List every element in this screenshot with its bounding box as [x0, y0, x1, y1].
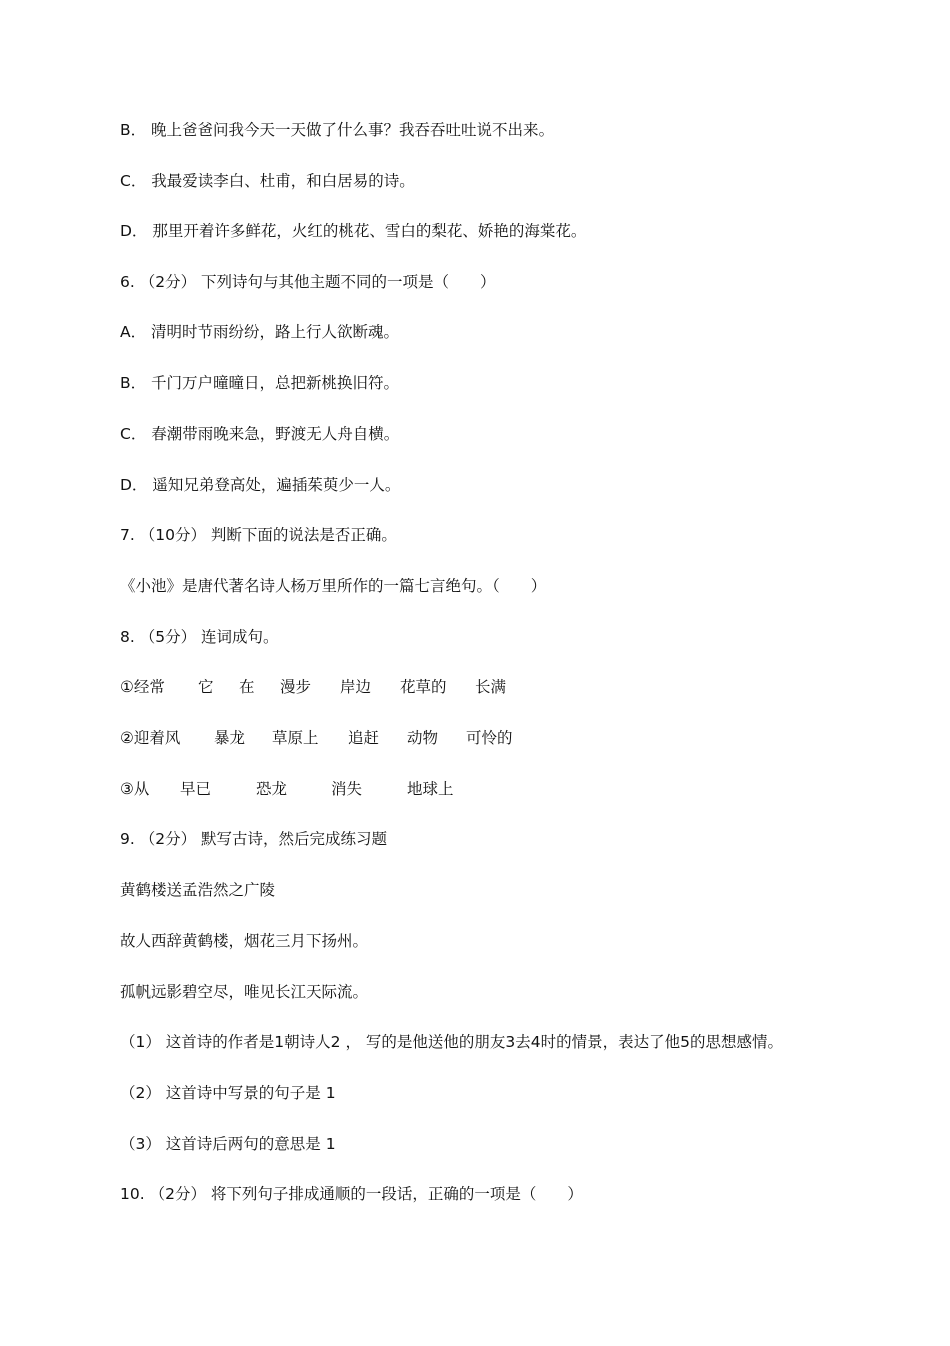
- word: ③从: [120, 780, 150, 798]
- word: 它: [198, 678, 214, 696]
- word: 动物: [407, 729, 439, 747]
- q9-stem: 9. （2分） 默写古诗，然后完成练习题: [120, 830, 388, 848]
- poem-line-2: 孤帆远影碧空尽，唯见长江天际流。: [120, 983, 369, 1001]
- q10-stem: 10. （2分） 将下列句子排成通顺的一段话，正确的一项是（ ）: [120, 1185, 583, 1203]
- word: 长满: [475, 678, 507, 696]
- poem-title: 黄鹤楼送孟浩然之广陵: [120, 881, 276, 899]
- word: ②迎着风: [120, 729, 181, 747]
- q7-stem: 7. （10分） 判断下面的说法是否正确。: [120, 526, 397, 544]
- q9-sub-1: （1） 这首诗的作者是1朝诗人2 ， 写的是他送他的朋友3去4时的情景，表达了他5的思想感情。: [120, 1033, 783, 1051]
- q9-sub-3: （3） 这首诗后两句的意思是 1: [120, 1135, 336, 1153]
- word: 地球上: [407, 780, 454, 798]
- word: 花草的: [400, 678, 447, 696]
- q6-stem: 6. （2分） 下列诗句与其他主题不同的一项是（ ）: [120, 273, 496, 291]
- word: 岸边: [340, 678, 372, 696]
- q5-option-b: B． 晚上爸爸问我今天一天做了什么事？我吞吞吐吐说不出来。: [120, 121, 555, 139]
- q8-stem: 8. （5分） 连词成句。: [120, 628, 279, 646]
- word: 消失: [331, 780, 363, 798]
- q6-option-c: C． 春潮带雨晚来急，野渡无人舟自横。: [120, 425, 400, 443]
- word: 暴龙: [214, 729, 246, 747]
- word: 可怜的: [466, 729, 513, 747]
- poem-line-1: 故人西辞黄鹤楼，烟花三月下扬州。: [120, 932, 369, 950]
- word: 早已: [180, 780, 212, 798]
- q5-option-d: D． 那里开着许多鲜花，火红的桃花、雪白的梨花、娇艳的海棠花。: [120, 222, 587, 240]
- q5-option-c: C． 我最爱读李白、杜甫，和白居易的诗。: [120, 172, 415, 190]
- word: 漫步: [280, 678, 312, 696]
- word: 恐龙: [256, 780, 288, 798]
- q6-option-b: B． 千门万户曈曈日，总把新桃换旧符。: [120, 374, 400, 392]
- q6-option-d: D． 遥知兄弟登高处，遍插茱萸少一人。: [120, 476, 401, 494]
- word: 追赶: [348, 729, 380, 747]
- q9-sub-2: （2） 这首诗中写景的句子是 1: [120, 1084, 336, 1102]
- q7-statement: 《小池》是唐代著名诗人杨万里所作的一篇七言绝句。（ ）: [120, 577, 547, 595]
- word: 草原上: [272, 729, 319, 747]
- word: 在: [239, 678, 255, 696]
- q6-option-a: A． 清明时节雨纷纷，路上行人欲断魂。: [120, 323, 400, 341]
- word: ①经常: [120, 678, 165, 696]
